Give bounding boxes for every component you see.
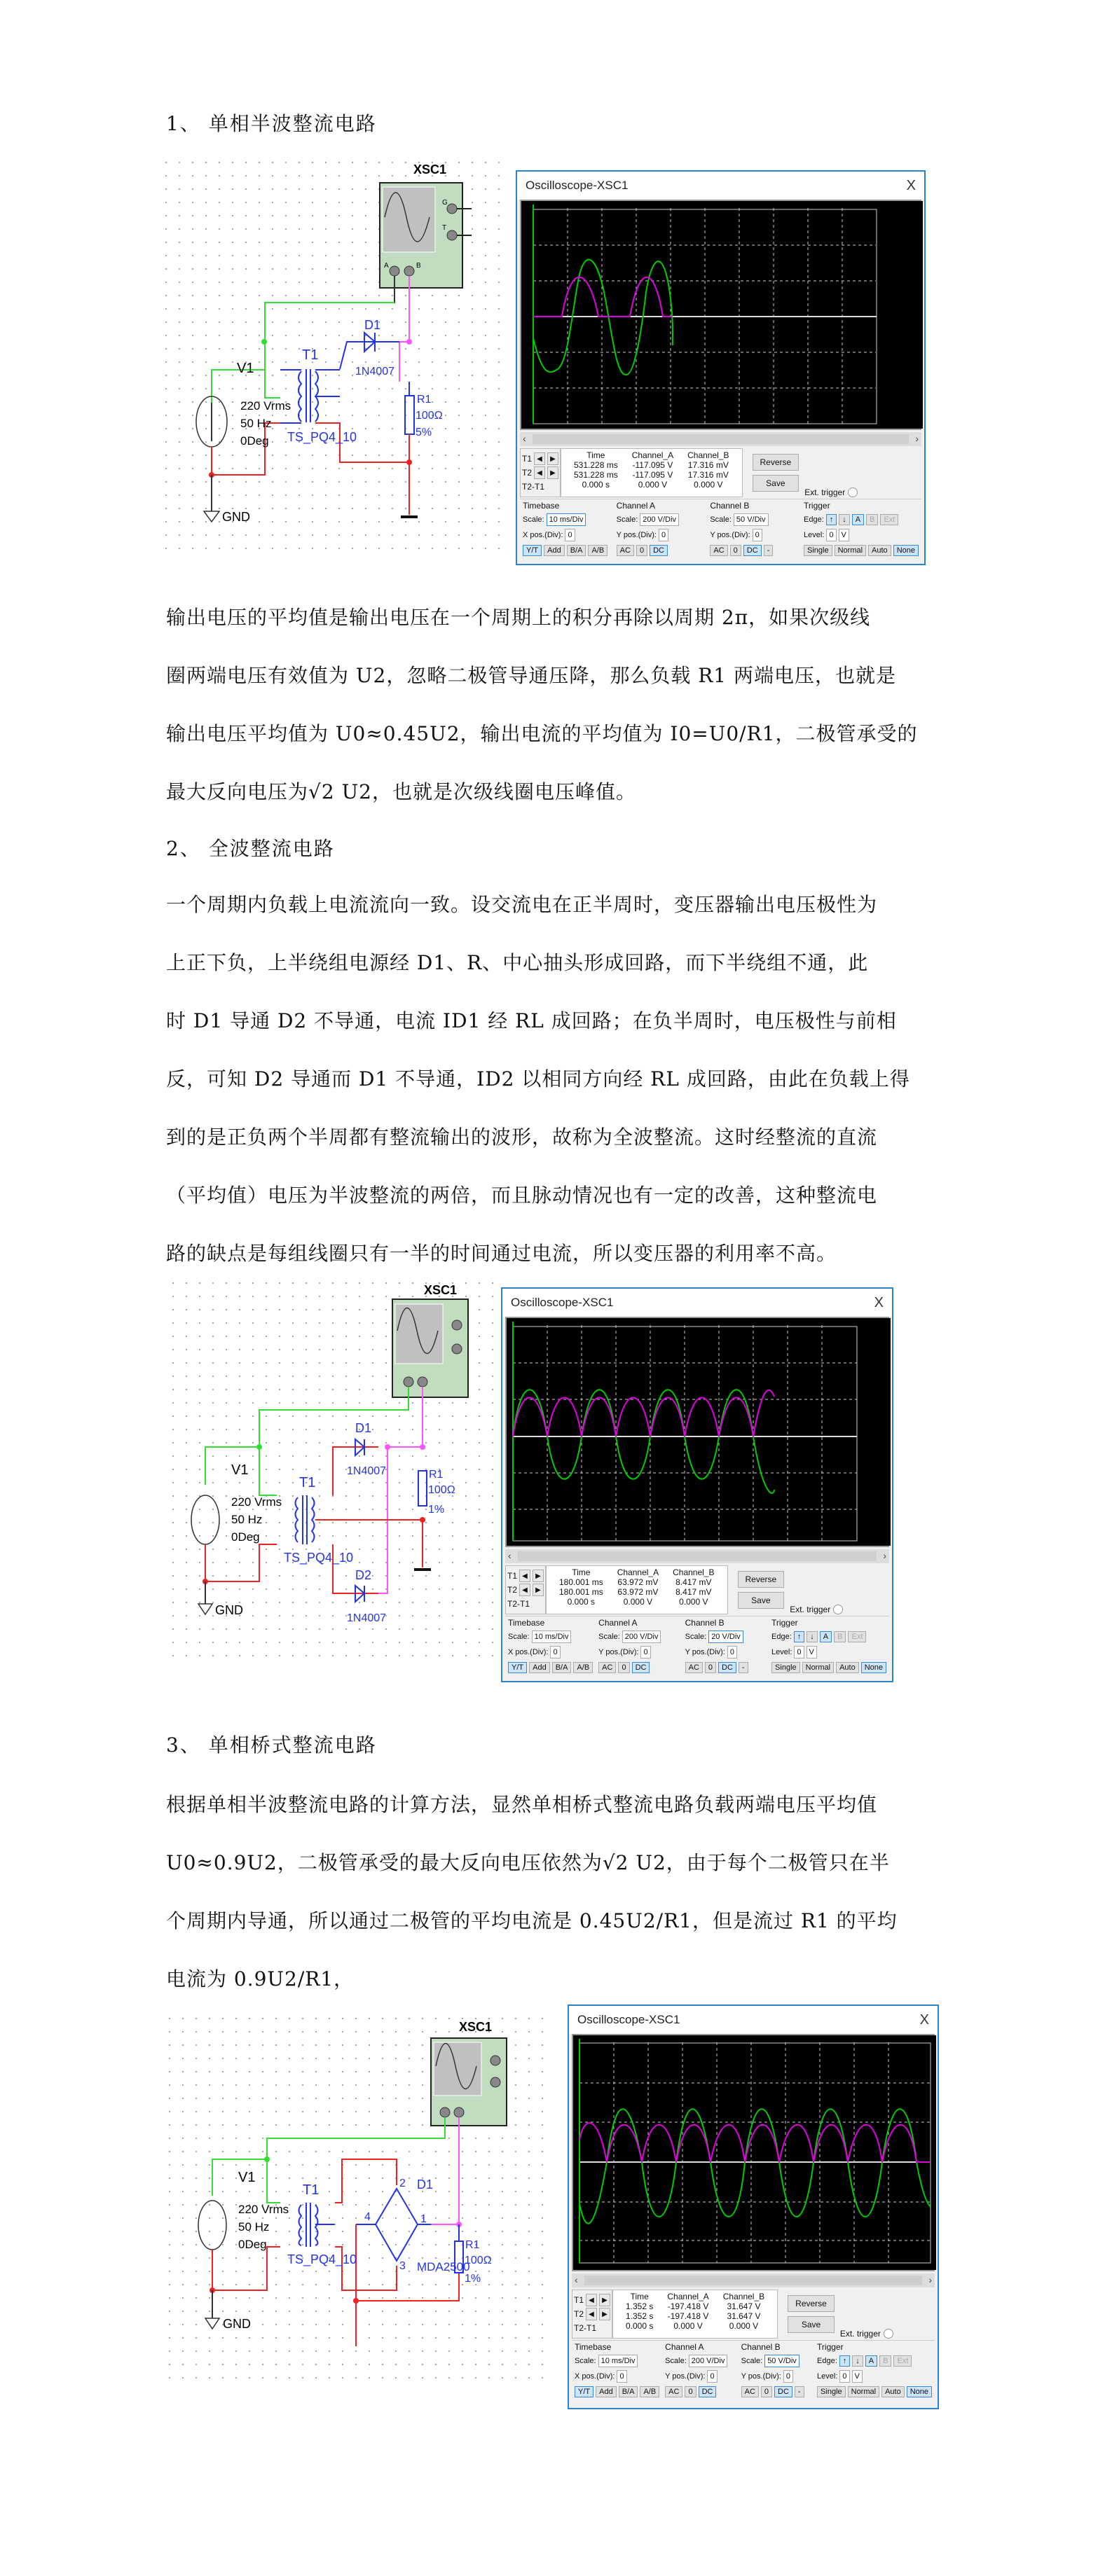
- window-title: Oscilloscope-XSC1: [526, 179, 629, 192]
- mode-ab-button[interactable]: A/B: [588, 545, 608, 556]
- rising-edge-icon[interactable]: ↑: [826, 514, 837, 525]
- svg-text:1%: 1%: [428, 1504, 445, 1516]
- svg-text:2: 2: [399, 2177, 406, 2189]
- falling-edge-icon[interactable]: ↓: [806, 1631, 818, 1642]
- svg-text:3: 3: [399, 2260, 406, 2272]
- schematic-half-wave: [165, 161, 501, 553]
- svg-text:50 Hz: 50 Hz: [240, 417, 272, 430]
- cursor-readout-table: Time Channel_A Channel_B 1.352 s -197.418 V 31.647 V 1.352 s -197.418 V 31.647 V 0.000 s 0.000 V 0.000 V: [612, 2290, 778, 2339]
- oscilloscope-window-2[interactable]: Oscilloscope-XSC1 X ‹ › T1 ◀ ▶ T2 ◀ ▶ T2-T1 Time Channel_A Channel_B 180.001 ms 63.972 mV 8.417 mV 180.001 ms 63.972 mV 8.417 mV 0.000 s 0.000 V 0.000 V Reverse Save Ext. trigger Timebase Scale: 10 ms/Div X pos.(Div): 0 Y/T Add B/A A/B Channel A Scale: 200 V/Div Y pos.(Div): 0 AC 0 DC Channel B Scale: 20 V/Div Y pos.(Div): 0 AC 0 DC - Trigger Edge: ↑ ↓ A B Ext Level: 0 V Single Normal Auto None: [501, 1287, 893, 1682]
- falling-edge-icon[interactable]: ↓: [839, 514, 850, 525]
- horizontal-scrollbar[interactable]: ‹ ›: [572, 2273, 935, 2287]
- x-position-input[interactable]: 0: [565, 529, 575, 541]
- falling-edge-icon[interactable]: ↓: [852, 2355, 863, 2367]
- ext-trigger-radio[interactable]: [833, 1605, 843, 1614]
- svg-text:0Deg: 0Deg: [231, 1530, 260, 1544]
- reverse-button[interactable]: Reverse: [788, 2295, 835, 2312]
- svg-text:B: B: [416, 262, 421, 270]
- t1-left-arrow-icon[interactable]: ◀: [519, 1570, 530, 1582]
- svg-text:R1: R1: [465, 2239, 480, 2251]
- svg-text:100Ω: 100Ω: [428, 1484, 455, 1496]
- svg-text:T1: T1: [299, 1475, 316, 1490]
- svg-text:1N4007: 1N4007: [347, 1465, 387, 1477]
- svg-text:220 Vrms: 220 Vrms: [231, 1495, 282, 1509]
- svg-text:D1: D1: [417, 2177, 434, 2191]
- t2-right-arrow-icon[interactable]: ▶: [547, 466, 558, 479]
- timebase-group: Timebase Scale: 10 ms/Div X pos.(Div): 0 Y/T Add B/A A/B: [520, 499, 614, 560]
- svg-text:V1: V1: [237, 361, 254, 376]
- cursor-readout-table: Time Channel_A Channel_B 531.228 ms -117.095 V 17.316 mV 531.228 ms -117.095 V 17.316 mV 0.000 s 0.000 V 0.000 V: [561, 448, 743, 497]
- section-1-heading: 1、 单相半波整流电路: [166, 112, 377, 135]
- channel-a-scale-input[interactable]: 200 V/Div: [640, 513, 679, 526]
- timebase-scale-input[interactable]: 10 ms/Div: [598, 2355, 638, 2367]
- diode-label: D1: [364, 318, 381, 332]
- save-button[interactable]: Save: [738, 1592, 785, 1609]
- svg-text:D1: D1: [355, 1421, 372, 1435]
- mode-ba-button[interactable]: B/A: [567, 545, 586, 556]
- x-position-input[interactable]: 0: [550, 1646, 560, 1659]
- reverse-button[interactable]: Reverse: [738, 1571, 785, 1588]
- svg-text:0Deg: 0Deg: [240, 434, 269, 448]
- mode-yt-button[interactable]: Y/T: [523, 545, 542, 556]
- oscilloscope-screen[interactable]: [572, 2034, 935, 2271]
- svg-text:T1: T1: [302, 347, 319, 363]
- timebase-group: Timebase Scale: 10 ms/Div X pos.(Div): 0 Y/T Add B/A A/B: [572, 2340, 662, 2401]
- channel-a-group: Channel A Scale: 200 V/Div Y pos.(Div): 0 AC 0 DC: [614, 499, 708, 560]
- section-2-heading: 2、 全波整流电路: [166, 837, 335, 860]
- svg-text:GND: GND: [222, 510, 250, 524]
- svg-text:R1: R1: [417, 394, 432, 406]
- horizontal-scrollbar[interactable]: [520, 432, 921, 446]
- svg-text:1%: 1%: [465, 2273, 481, 2285]
- timebase-scale-input[interactable]: 10 ms/Div: [532, 1630, 572, 1643]
- section-3-paragraph: 根据单相半波整流电路的计算方法，显然单相桥式整流电路负载两端电压平均值 U0≈0.9U2，二极管承受的最大反向电压依然为√2 U2，由于每个二极管只在半 个周期内导通，所以通过二极管的平均电流是 0.45U2/R1，但是流过 R1 的平均 电流为 0.9U2/R1，: [166, 1793, 898, 1990]
- t1-left-arrow-icon[interactable]: ◀: [534, 452, 545, 465]
- waveform-plot-bridge: [573, 2035, 936, 2270]
- svg-text:100Ω: 100Ω: [416, 410, 443, 422]
- svg-text:T1: T1: [303, 2182, 320, 2198]
- svg-text:A: A: [384, 262, 389, 270]
- rising-edge-icon[interactable]: ↑: [839, 2355, 851, 2367]
- reverse-button[interactable]: Reverse: [753, 454, 799, 471]
- channel-a-group: Channel A Scale: 200 V/Div Y pos.(Div): 0 AC 0 DC: [662, 2340, 738, 2401]
- instrument-label: XSC1: [413, 162, 447, 176]
- svg-text:XSC1: XSC1: [424, 1283, 458, 1297]
- oscilloscope-window-1[interactable]: Oscilloscope-XSC1 X ‹ › T1 ◀ ▶ T2 ◀ ▶ T2-T1 Time Channel_A Channel_B 531.228 ms -117.095 V 17.316 mV 531.228 ms -117.095 V 17.316 mV 0.000 s 0.000 V 0.000 V Reverse Save Ext. trigger Timebase Scale: 10 ms/Div X pos.(Div): 0 Y/T Add B/A A/B Channel A Scale: 200 V/Div Y pos.(Div): 0 AC 0 DC Channel B Scale: 50 V/Div Y pos.(Div): 0 AC 0 DC - Trigger Edge: ↑ ↓ A B Ext Level: 0 V Single Normal Auto None: [516, 170, 926, 565]
- svg-text:5%: 5%: [416, 427, 432, 438]
- t2-left-arrow-icon[interactable]: ◀: [519, 1584, 530, 1596]
- t1-right-arrow-icon[interactable]: ▶: [599, 2294, 610, 2306]
- close-icon[interactable]: X: [874, 1294, 884, 1310]
- close-icon[interactable]: X: [906, 177, 916, 193]
- svg-text:100Ω: 100Ω: [465, 2255, 492, 2266]
- mode-add-button[interactable]: Add: [544, 545, 565, 556]
- channel-b-group: Channel B Scale: 20 V/Div Y pos.(Div): 0 AC 0 DC -: [682, 1616, 769, 1677]
- t1-right-arrow-icon[interactable]: ▶: [547, 452, 558, 465]
- oscilloscope-screen[interactable]: [520, 200, 921, 430]
- svg-text:50 Hz: 50 Hz: [231, 1513, 263, 1526]
- svg-text:50 Hz: 50 Hz: [238, 2220, 270, 2234]
- channel-b-group: Channel B Scale: 50 V/Div Y pos.(Div): 0 AC 0 DC -: [739, 2340, 814, 2401]
- t1-right-arrow-icon[interactable]: ▶: [533, 1570, 544, 1582]
- t2-left-arrow-icon[interactable]: ◀: [534, 466, 545, 479]
- save-button[interactable]: Save: [753, 475, 799, 492]
- scroll-right-icon: ›: [915, 433, 919, 444]
- t2-right-arrow-icon[interactable]: ▶: [599, 2308, 610, 2320]
- section-3-heading: 3、 单相桥式整流电路: [166, 1733, 377, 1757]
- svg-text:D2: D2: [355, 1568, 372, 1582]
- horizontal-scrollbar[interactable]: ‹ ›: [505, 1549, 889, 1563]
- svg-text:TS_PQ4_10: TS_PQ4_10: [287, 430, 357, 444]
- oscilloscope-screen[interactable]: [505, 1317, 889, 1547]
- channel-b-ypos-input[interactable]: 0: [753, 529, 762, 541]
- svg-text:T: T: [442, 224, 447, 232]
- svg-text:GND: GND: [215, 1603, 243, 1617]
- t2-left-arrow-icon[interactable]: ◀: [586, 2308, 597, 2320]
- schematic-full-wave: [172, 1282, 501, 1660]
- channel-b-scale-input[interactable]: 20 V/Div: [708, 1630, 743, 1643]
- t2-right-arrow-icon[interactable]: ▶: [533, 1584, 544, 1596]
- waveform-plot-full-wave: [507, 1318, 891, 1546]
- section-2-paragraph: 一个周期内负载上电流流向一致。设交流电在正半周时，变压器输出电压极性为 上正下负，上半绕组电源经 D1、R、中心抽头形成回路，而下半绕组不通，此 时 D1 导通 D2 不导通，电流 ID1 经 RL 成回路；在负半周时，电压极性与前相 反，可知 D2 导通而 D1 不导通，ID2 以相同方向经 RL 成回路，由此在负载上得 到的是正负两个半周都有整流输出的波形，故称为全波整流。这时经整流的直流 （平均值）电压为半波整流的两倍，而且脉动情况也有一定的改善，这种整流电 路的缺点是每组线圈只有一半的时间通过电流，所以变压器的利用率不高。: [166, 893, 910, 1265]
- t1-left-arrow-icon[interactable]: ◀: [586, 2294, 597, 2306]
- trigger-group: Trigger Edge: ↑ ↓ A B Ext Level: 0 V Single Normal Auto None: [814, 2340, 935, 2401]
- window-title: Oscilloscope-XSC1: [577, 2013, 680, 2026]
- schematic-bridge: [168, 2017, 547, 2381]
- svg-text:TS_PQ4_10: TS_PQ4_10: [287, 2252, 357, 2266]
- svg-text:220 Vrms: 220 Vrms: [238, 2203, 289, 2216]
- svg-text:4: 4: [364, 2211, 371, 2223]
- section-1-paragraph: 输出电压的平均值是输出电压在一个周期上的积分再除以周期 2π，如果次级线 圈两端电压有效值为 U2，忽略二极管导通压降，那么负载 R1 两端电压，也就是 输出电压平均值为 U0≈0.45U2，输出电流的平均值为 I0=U0/R1，二极管承受的 最大反向电压为√2 U2，也就是次级线圈电压峰值。: [166, 606, 918, 803]
- close-icon[interactable]: X: [919, 2011, 929, 2028]
- cursor-readout-table: Time Channel_A Channel_B 180.001 ms 63.972 mV 8.417 mV 180.001 ms 63.972 mV 8.417 mV 0.000 s 0.000 V 0.000 V: [546, 1565, 728, 1614]
- save-button[interactable]: Save: [788, 2316, 835, 2333]
- svg-text:TS_PQ4_10: TS_PQ4_10: [284, 1551, 354, 1565]
- trigger-group: Trigger Edge: ↑ ↓ A B Ext Level: 0 V Single Normal Auto None: [769, 1616, 889, 1677]
- timebase-group: Timebase Scale: 10 ms/Div X pos.(Div): 0 Y/T Add B/A A/B: [505, 1616, 596, 1677]
- svg-text:G: G: [442, 199, 448, 207]
- svg-text:1: 1: [420, 2213, 427, 2225]
- trigger-group: Trigger Edge: ↑ ↓ A B Ext Level: 0 V Single Normal Auto None: [801, 499, 921, 560]
- svg-text:220 Vrms: 220 Vrms: [240, 399, 291, 413]
- waveform-plot-half-wave: [521, 201, 923, 429]
- window-title: Oscilloscope-XSC1: [511, 1296, 614, 1309]
- ext-trigger-radio[interactable]: [884, 2329, 893, 2339]
- scroll-left-icon: ‹: [523, 433, 526, 444]
- trigger-level-input[interactable]: 0: [826, 529, 836, 541]
- channel-a-group: Channel A Scale: 200 V/Div Y pos.(Div): 0 AC 0 DC: [596, 1616, 682, 1677]
- oscilloscope-window-3[interactable]: Oscilloscope-XSC1 X ‹ › T1 ◀ ▶ T2 ◀ ▶ T2-T1 Time Channel_A Channel_B 1.352 s -197.418 V 31.647 V 1.352 s -197.418 V 31.647 V 0.000 s 0.000 V 0.000 V Reverse Save Ext. trigger Timebase Scale: 10 ms/Div X pos.(Div): 0 Y/T Add B/A A/B Channel A Scale: 200 V/Div Y pos.(Div): 0 AC 0 DC Channel B Scale: 50 V/Div Y pos.(Div): 0 AC 0 DC - Trigger Edge: ↑ ↓ A B Ext Level: 0 V Single Normal Auto None: [568, 2004, 939, 2409]
- svg-text:MDA2500: MDA2500: [417, 2260, 470, 2273]
- channel-a-scale-input[interactable]: 200 V/Div: [622, 1630, 661, 1643]
- channel-a-ypos-input[interactable]: 0: [659, 529, 668, 541]
- svg-text:1N4007: 1N4007: [355, 366, 395, 378]
- svg-text:V1: V1: [231, 1462, 249, 1478]
- channel-b-scale-input[interactable]: 50 V/Div: [734, 513, 769, 526]
- svg-text:0Deg: 0Deg: [238, 2238, 267, 2251]
- svg-text:XSC1: XSC1: [459, 2020, 493, 2034]
- svg-text:GND: GND: [223, 2317, 251, 2331]
- svg-text:V1: V1: [238, 2170, 256, 2185]
- channel-b-group: Channel B Scale: 50 V/Div Y pos.(Div): 0 AC 0 DC -: [707, 499, 801, 560]
- rising-edge-icon[interactable]: ↑: [794, 1631, 805, 1642]
- svg-text:R1: R1: [429, 1469, 444, 1481]
- ext-trigger-radio[interactable]: [848, 487, 858, 497]
- timebase-scale-input[interactable]: 10 ms/Div: [547, 513, 586, 526]
- svg-text:1N4007: 1N4007: [347, 1612, 387, 1624]
